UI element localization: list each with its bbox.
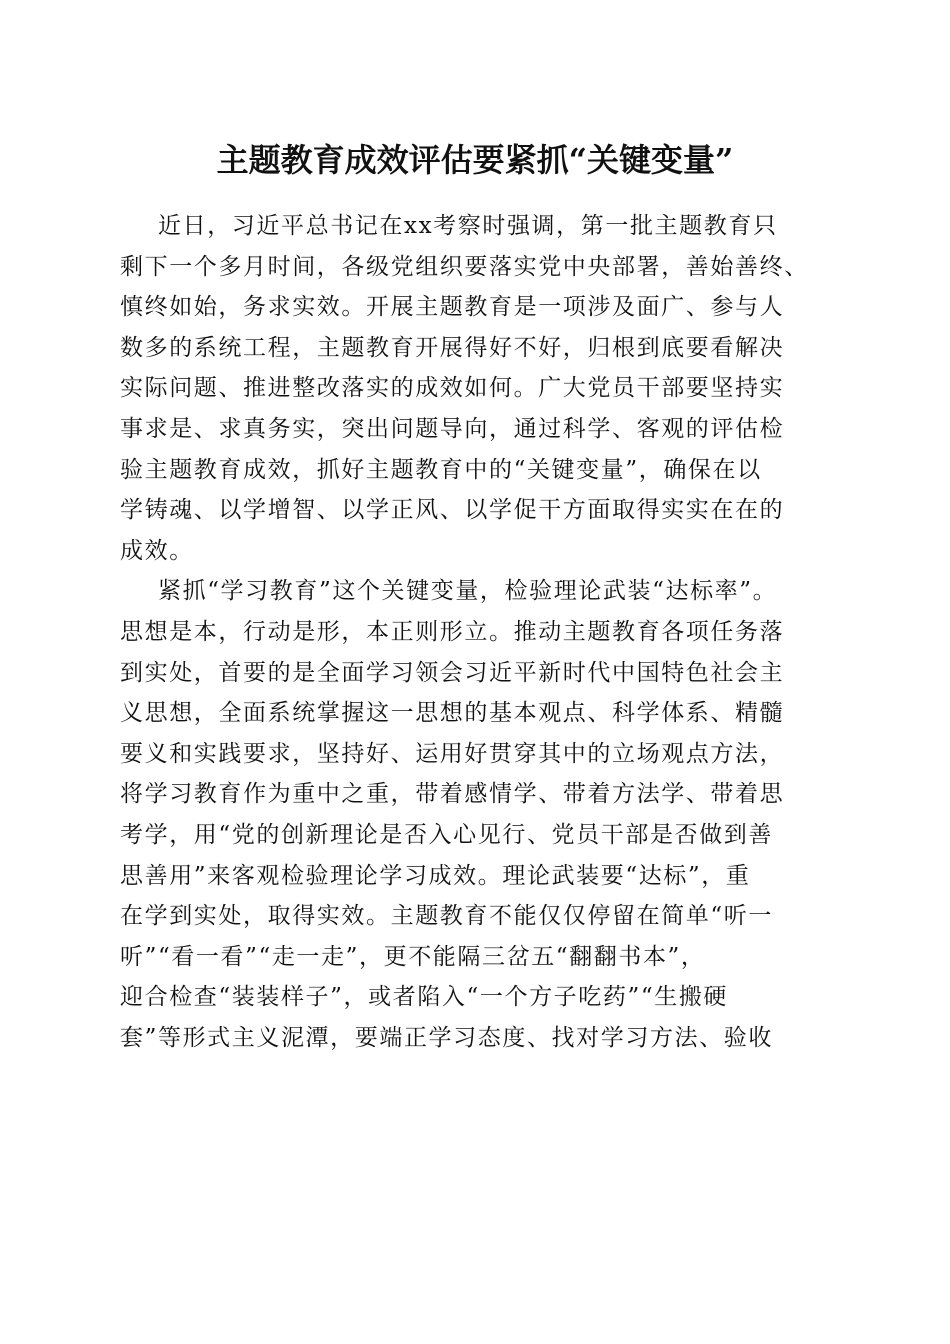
text-line: 到实处，首要的是全面学习领会习近平新时代中国特色社会主 <box>120 659 785 686</box>
text-line: 听”“看一看”“走一走”，更不能隔三岔五“翻翻书本”， <box>120 943 706 970</box>
text-line: 考学，用“党的创新理论是否入心见行、党员干部是否做到善 <box>120 821 773 848</box>
text-line: 套”等形式主义泥潭，要端正学习态度、找对学习方法、验收 <box>120 1024 773 1051</box>
text-line: 学铸魂、以学增智、以学正风、以学促干方面取得实实在在的 <box>120 497 785 524</box>
text-line: 义思想，全面系统掌握这一思想的基本观点、科学体系、精髓 <box>120 700 785 727</box>
text-line: 验主题教育成效，抓好主题教育中的“关键变量”，确保在以 <box>120 456 762 483</box>
text-line: 成效。 <box>120 537 194 564</box>
text-line: 剩下一个多月时间，各级党组织要落实党中央部署，善始善终、 <box>120 253 809 280</box>
text-line: 思想是本，行动是形，本正则形立。推动主题教育各项任务落 <box>120 618 785 645</box>
text-line: 在学到实处，取得实效。主题教育不能仅仅停留在简单“听一 <box>120 903 773 930</box>
text-line: 将学习教育作为重中之重，带着感情学、带着方法学、带着思 <box>120 781 785 808</box>
document-title: 主题教育成效评估要紧抓“关键变量” <box>216 141 734 179</box>
text-line: 慎终如始，务求实效。开展主题教育是一项涉及面广、参与人 <box>120 294 785 321</box>
paragraph-2 <box>120 571 832 1058</box>
text-line: 思善用”来客观检验理论学习成效。理论武装要“达标”，重 <box>120 862 751 889</box>
text-line: 迎合检查“装装样子”，或者陷入“一个方子吃药”“生搬硬 <box>120 984 728 1011</box>
text-line: 事求是、求真务实，突出问题导向，通过科学、客观的评估检 <box>120 415 785 442</box>
text-line: 数多的系统工程，主题教育开展得好不好，归根到底要看解决 <box>120 334 785 361</box>
text-line: 实际问题、推进整改落实的成效如何。广大党员干部要坚持实 <box>120 375 785 402</box>
text-line: 紧抓“学习教育”这个关键变量，检验理论武装“达标率”。 <box>158 578 778 605</box>
document-body <box>120 206 832 1058</box>
text-line: 近日，习近平总书记在xx考察时强调，第一批主题教育只 <box>158 213 778 239</box>
text-line: 要义和实践要求，坚持好、运用好贯穿其中的立场观点方法， <box>120 740 785 767</box>
paragraph-1 <box>120 206 832 571</box>
